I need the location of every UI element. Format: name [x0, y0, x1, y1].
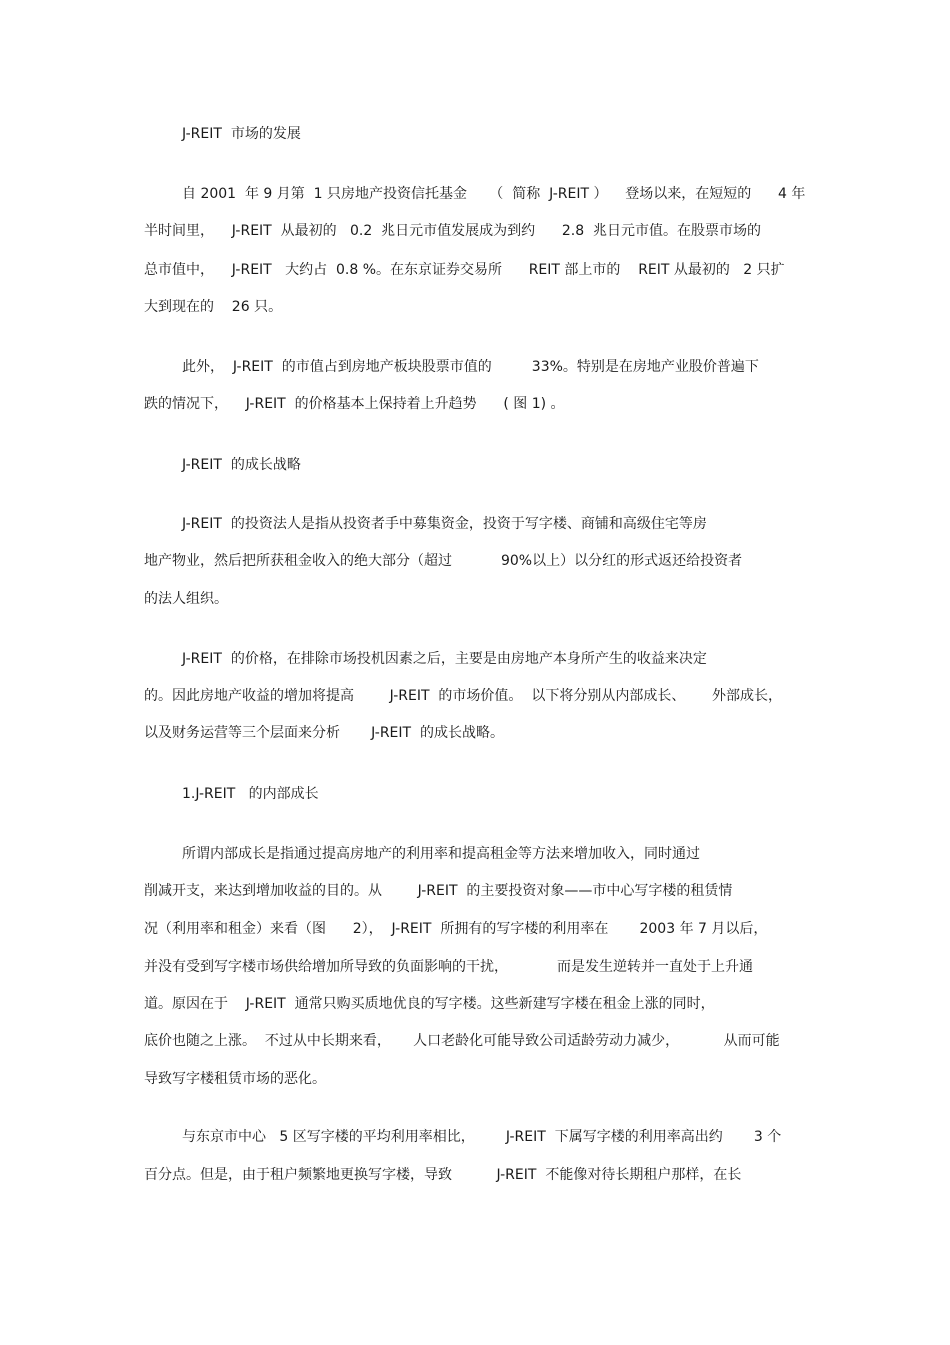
section-heading: 1.J-REIT 的内部成长	[182, 786, 319, 802]
paragraph-line: 百分点。但是，由于租户频繁地更换写字楼，导致 J-REIT 不能像对待长期租户那样，在长	[144, 1167, 742, 1183]
paragraph-line: 以及财务运营等三个层面来分析 J-REIT 的成长战略。	[144, 725, 504, 741]
paragraph-line: 大到现在的 26 只。	[144, 299, 283, 315]
paragraph-line: 况（利用率和租金）来看（图 2）， J-REIT 所拥有的写字楼的利用率在 2003 年 7 月以后，	[144, 921, 768, 937]
paragraph-line: 的法人组织。	[144, 591, 228, 607]
section-heading: J-REIT 的成长战略	[182, 457, 301, 473]
paragraph-line: 半时间里， J-REIT 从最初的 0.2 兆日元市值发展成为到约 2.8 兆日元市值。在股票市场的	[144, 223, 762, 239]
section-heading: J-REIT 市场的发展	[182, 126, 301, 142]
paragraph-line: 的。因此房地产收益的增加将提高 J-REIT 的市场价值。 以下将分别从内部成长、 外部成长，	[144, 688, 783, 704]
paragraph-line: 地产物业，然后把所获租金收入的绝大部分（超过 90%以上）以分红的形式返还给投资者	[144, 553, 743, 569]
paragraph-line: 并没有受到写字楼市场供给增加所导致的负面影响的干扰， 而是发生逆转并一直处于上升通	[144, 959, 753, 975]
paragraph-line: J-REIT 的投资法人是指从投资者手中募集资金，投资于写字楼、商铺和高级住宅等房	[182, 516, 707, 532]
paragraph-line: 自 2001 年 9 月第 1 只房地产投资信托基金 （ 简称 J-REIT ） 登场以来，在短短的 4 年	[182, 186, 806, 202]
paragraph-line: 底价也随之上涨。 不过从中长期来看， 人口老龄化可能导致公司适龄劳动力减少， 从而可能	[144, 1033, 780, 1049]
paragraph-line: 道。原因在于 J-REIT 通常只购买质地优良的写字楼。这些新建写字楼在租金上涨的同时，	[144, 996, 715, 1012]
paragraph-line: 所谓内部成长是指通过提高房地产的利用率和提高租金等方法来增加收入，同时通过	[182, 846, 700, 862]
paragraph-line: 跌的情况下， J-REIT 的价格基本上保持着上升趋势 ( 图 1) 。	[144, 396, 565, 412]
paragraph-line: 削减开支，来达到增加收益的目的。从 J-REIT 的主要投资对象——市中心写字楼的租赁情	[144, 883, 733, 899]
paragraph-line: 总市值中， J-REIT 大约占 0.8 %。在东京证券交易所 REIT 部上市的 REIT 从最初的 2 只扩	[144, 262, 785, 278]
paragraph-line: J-REIT 的价格，在排除市场投机因素之后，主要是由房地产本身所产生的收益来决定	[182, 651, 707, 667]
paragraph-line: 此外， J-REIT 的市值占到房地产板块股票市值的 33%。特别是在房地产业股价普遍下	[182, 359, 759, 375]
paragraph-line: 导致写字楼租赁市场的恶化。	[144, 1071, 326, 1087]
paragraph-line: 与东京市中心 5 区写字楼的平均利用率相比， J-REIT 下属写字楼的利用率高出约 3 个	[182, 1129, 782, 1145]
